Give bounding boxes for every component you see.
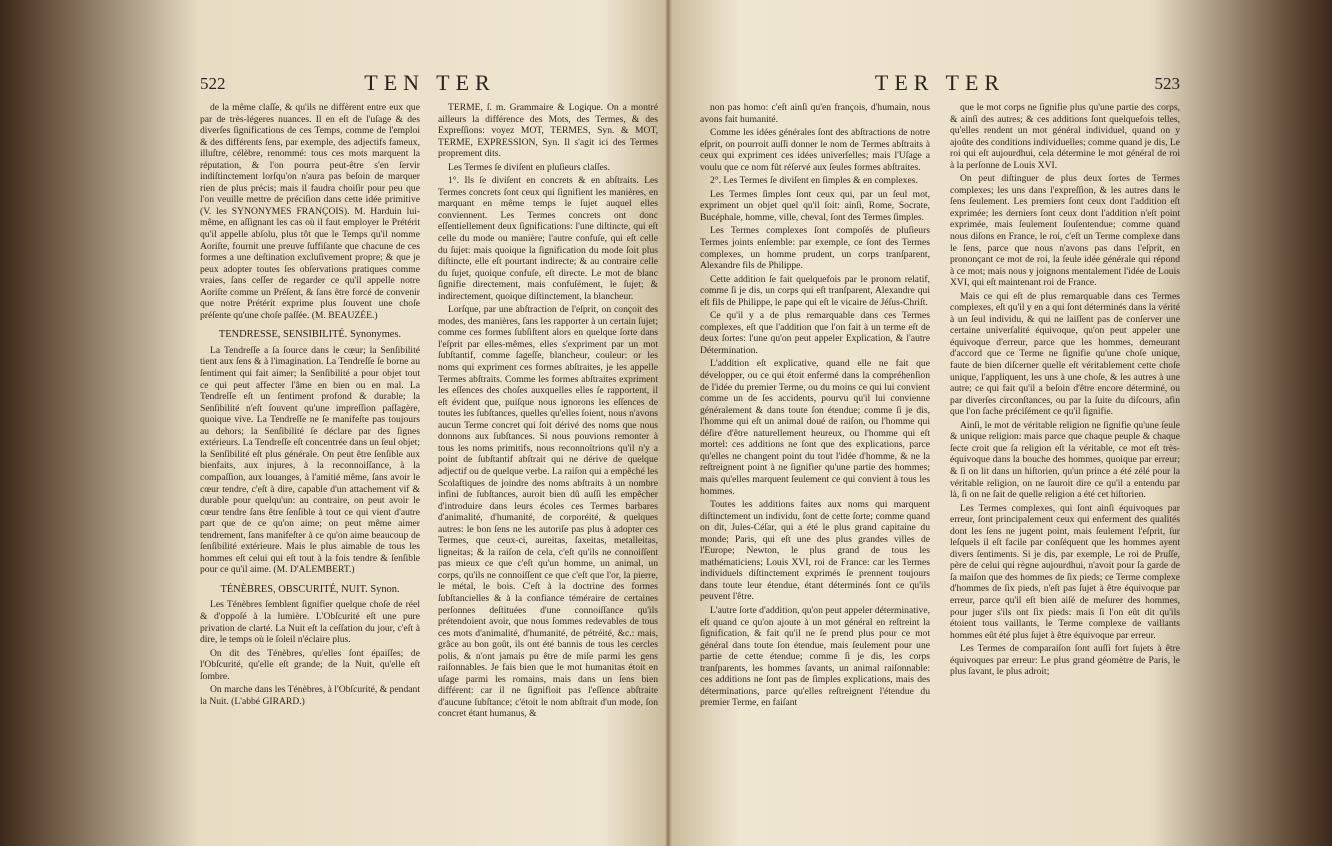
left-column-2 (438, 102, 658, 822)
paragraph: de la même claſſe, & qu'ils ne diffèrent entre eux que par de très-légeres nuances. Il en eſt de l'uſage & des diverſes ſignifications de ces Temps, comme de l'emploi & des différents ſens, par exemple, des adjectifs fameux, illuſtre, célèbre, renommé: tous ces mots marquent la réputation, & l'on pourra peut-être s'en ſervir indiſtinctement lorſqu'on n'aura pas beſoin de marquer rien de plus précis; mais il faudra choiſir pour peu que l'on veuille mettre de préciſion dans cette idée primitive (V. les SYNONYMES FRANÇOIS). M. Harduin lui-même, en aſſignant les cas où il faut employer le Prétérit qu'il appelle abſolu, plus tôt que le Temps qu'il nomme Aoriſte, fournit une preuve ſuffiſante que chacune de ces formes a une deſtination excluſivement propre; & que je peux adopter toutes ſes obſervations pratiques comme vraies, ſans ceſſer de regarder ce qu'il appelle notre Aoriſte comme un Préſent, & ſans être forcé de convenir que notre Prétérit exprime plus ſouvent une choſe préſente qu'une choſe paſſée. (M. BEAUZÉE.) (200, 102, 420, 321)
right-page-number: 523 (1154, 74, 1180, 93)
paragraph: On marche dans les Ténèbres, à l'Obſcurité, & pendant la Nuit. (L'abbé GIRARD.) (200, 684, 420, 707)
paragraph: On peut diſtinguer de plus deux ſortes de Termes complexes; les uns dans l'expreſſion, & les autres dans le ſens ſeulement. Les premiers ſont ceux dont l'addition eſt exprimée; les derniers ſont ceux dont l'addition n'eſt point exprimée, mais ſeulement ſouſentendue; comme quand nous diſons en France, le roi, c'eſt un Terme complexe dans le ſens, parce que nous n'avons pas dans l'eſprit, en prononçant ce mot de roi, la ſeule idée générale qui répond à ce mot; mais nous y joignons mentalement l'idée de Louis XVI, qui eſt maintenant roi de France. (950, 173, 1180, 289)
entry-heading: TÉNÈBRES, OBSCURITÉ, NUIT. Synon. (220, 583, 400, 595)
paragraph: La Tendreſſe a ſa ſource dans le cœur; la Senſibilité tient aux ſens & à l'imagination. La Tendreſſe ſe borne au ſentiment qui fait aimer; la Senſibilité a pour objet tout ce qui peut affecter l'âme en bien ou en mal. La Tendreſſe eſt un ſentiment profond & durable; la Senſibilité n'eſt ſouvent qu'une impreſſion paſſagère, quoique vive. La Tendreſſe ne ſe manifeſte pas toujours au dehors; la Senſibilité ſe déclare par des ſignes extérieurs. La Tendreſſe eſt concentrée dans un ſeul objet; la Senſibilité eſt plus générale. On peut être ſenſible aux bienfaits, aux injures, à la reconnoiſſance, à la compaſſion, aux louanges, à l'amitié même, ſans avoir le cœur tendre, c'eſt à dire, capable d'un attachement vif & durable pour quelqu'un: au contraire, on peut avoir le cœur tendre ſans être ſenſible à tout ce qui vient d'autre part que de ce qu'on aime; on peut même aimer tendrement, ſans manifeſter à ce qu'on aime beaucoup de ſenſibilité extérieure. Mais le plus aimable de tous les hommes eſt celui qui eſt tout à la fois tendre & ſenſible pour ce qu'il aime. (M. D'ALEMBERT.) (200, 344, 420, 576)
right-running-title: TER TER (874, 70, 1006, 95)
paragraph: Les Ténèbres ſemblent ſignifier quelque choſe de réel & d'oppoſé à la lumière. L'Obſcurité eſt une pure privation de clarté. La Nuit eſt la ceſſation du jour, c'eſt à dire, le temps où le ſoleil n'éclaire plus. (200, 599, 420, 646)
right-column-1 (700, 102, 930, 822)
entry-heading: TENDRESSE, SENSIBILITÉ. Synonymes. (218, 329, 402, 341)
paragraph: Lorſque, par une abſtraction de l'eſprit, on conçoit des modes, des manières, ſans les rapporter à un certain ſujet; comme ces formes ſubſiſtent alors en quelque ſorte dans l'eſprit par elles-mêmes, elles s'expriment par un mot ſubſtantif, comme ſageſſe, blancheur, couleur: or les noms qui expriment ces formes abſtraites, je les appelle Termes abſtraits. Comme les formes abſtraites expriment les eſſences des choſes auxquelles elles ſe rapportent, il eſt évident que, puiſque nous ignorons les eſſences de toutes les ſubſtances, quelles qu'elles ſoient, nous n'avons aucun Terme concret qui ſoit dérivé des noms que nous donnons aux ſubſtances. Si nous pouvions remonter à tous les noms primitifs, nous reconnoîtrions qu'il n'y a point de ſubſtantif abſtrait qui ne dérive de quelque adjectif ou de quelque verbe. La raiſon qui a empêché les Scolaſtiques de joindre des noms abſtraits à un nombre infini de ſubſtances, auroit bien dû auſſi les empêcher d'introduire dans leurs écoles ces Termes barbares d'animalité, d'humanité, de corporéité, & quelques autres: le bon ſens ne les autoriſe pas plus à adopter ces Termes, que ceux-ci, aureitas, ſaxeitas, metalleitas, ligneitas; & la raiſon de cela, c'eſt qu'ils ne connoiſſent pas mieux ce que c'eſt qu'un homme, un animal, un corps, qu'ils ne connoiſſent ce que c'eſt que l'or, la pierre, le métal, le bois. C'eſt à la doctrine des formes ſubſtancielles & à la confiance téméraire de certaines perſonnes deſtituées d'une connoiſſance qu'ils prétendoient avoir, que nous ſommes redevables de tous ces mots d'animalité, d'humanité, de pétréité, &c.: mais, grâce au bon goût, ils ont été bannis de tous les cercles polis, & n'ont jamais pu être de miſe parmi les gens raiſonnables. Je fais bien que le mot humanitas étoit en uſage parmi les romains, mais dans un ſens bien différent: car il ne ſignifioit pas l'eſſence abſtraite d'aucune ſubſtance; c'étoit le nom abſtrait d'un mode, ſon concret étant humanus, & (438, 304, 658, 720)
paragraph: Comme les idées générales ſont des abſtractions de notre eſprit, on pourroit auſſi donner le nom de Termes abſtraits à ceux qui expriment ces idées univerſelles; mais l'Uſage a voulu que ce nom fût réſervé aux ſeules formes abſtraites. (700, 127, 930, 173)
paragraph: Les Termes ſimples ſont ceux qui, par un ſeul mot, expriment un objet quel qu'il ſoit: ainſi, Rome, Socrate, Bucéphale, homme, ville, cheval, ſont des Termes ſimples. (700, 188, 930, 223)
paragraph: Mais ce qui eſt de plus remarquable dans ces Termes complexes, eſt qu'il y en a qui ſont déterminés dans la vérité à un ſeul individu, & qui ne laiſſent pas de conſerver une certaine univerſalité équivoque, qu'on peut appeler une équivoque d'erreur, parce que les hommes, demeurant d'accord que ce Terme ne ſignifie qu'une choſe unique, faute de bien diſcerner quelle eſt véritablement cette choſe unique, l'appliquent, les uns à une choſe, & les autres à une autre; ce qui fait qu'il a beſoin d'être encore déterminé, ou par diverſes circonſtances, ou par la ſuite du diſcours, afin que l'on ſache préciſément ce qu'il ſignifie. (950, 290, 1180, 418)
paragraph: Les Termes ſe diviſent en pluſieurs claſſes. (448, 161, 610, 173)
paragraph: L'addition eſt explicative, quand elle ne fait que développer, ou ce qui étoit enfermé dans la compréhenſion de l'idée du premier Terme, ou du moins ce qui lui convient comme un de ſes accidents, pourvu qu'il lui convienne généralement & dans toute ſon étendue; comme ſi je dis, l'homme qui eſt un animal doué de raiſon, ou l'homme qui déſire d'être naturellement heureux, ou l'homme qui eſt mortel: ces additions ne ſont que des explications, parce qu'elles ne changent point du tout l'idée d'homme, & ne la reſtreignent point à ne ſignifier qu'une partie des hommes; mais qu'elles marquent ſeulement ce qui convient à tous les hommes. (700, 358, 930, 497)
paragraph: Les Termes complexes, qui ſont ainſi équivoques par erreur, ſont principalement ceux qui enferment des qualités dont les ſens ne jugent point, mais ſeulement l'eſprit, ſur leſquels il eſt facile par conſéquent que les hommes ayent divers ſentiments. Si je dis, par exemple, Le roi de Pruſſe, père de celui qui règne aujourdhui, n'avoit pour ſa garde de ſa maiſon que des hommes de ſix pieds; ce Terme complexe d'hommes de ſix pieds, n'eſt pas ſujet à être équivoque par erreur, parce qu'il eſt bien aiſé de meſurer des hommes, pour juger s'ils ont ſix pieds: mais ſi l'on eût dit qu'ils étoient tous vaillants, le Terme complexe de vaillants hommes eût été plus ſujet à être équivoque par erreur. (950, 502, 1180, 641)
paragraph: que le mot corps ne ſignifie plus qu'une partie des corps, & ainſi des autres; & ces additions ſont quelquefois telles, qu'elles rendent un mot général individuel, quand on y ajoûte des conditions individuelles; comme quand je dis, Le roi qui eſt aujourdhui, cela détermine le mot général de roi à la perſonne de Louis XVI. (950, 102, 1180, 171)
paragraph: Ce qu'il y a de plus remarquable dans ces Termes complexes, eſt que l'addition que l'on fait à un terme eſt de deux ſortes: l'une qu'on peut appeler Explication, & l'autre Détermination. (700, 310, 930, 356)
right-running-head (700, 70, 1180, 98)
paragraph: Toutes les additions faites aux noms qui marquent diſtinctement un individu, ſont de cette ſorte; comme quand on dit, Jules-Céſar, qui a été le plus grand capitaine du monde; Paris, qui eſt une des plus grandes villes de l'Europe; Newton, le plus grand de tous les mathématiciens; Louis XVI, roi de France: car les Termes individuels diſtinctement exprimés ſe prennent toujours dans toute leur étendue, étant déterminés ſont ce qu'ils peuvent l'être. (700, 499, 930, 603)
paragraph: 1°. Ils ſe diviſent en concrets & en abſtraits. Les Termes concrets ſont ceux qui ſignifient les manières, en marquant en même temps le ſujet auquel elles conviennent. Les Termes concrets ont donc eſſentiellement deux ſignifications: l'une diſtincte, qui eſt celle du mode ou manière; l'autre confuſe, qui eſt celle du ſujet: mais quoique la ſignification du mode ſoit plus diſtincte, elle eſt pourtant indirecte; & au contraire celle du ſujet, quoique confuſe, eſt directe. Le mot de blanc ſignifie directement, mais confuſément, le ſujet; & indirectement, quoique diſtinctement, la blancheur. (438, 175, 658, 302)
entry-heading-paragraph: TERME, ſ. m. Grammaire & Logique. On a montré ailleurs la différence des Mots, des Termes, & des Expreſſions: voyez MOT, TERMES, Syn. & MOT, TERME, EXPRESSION, Syn. Il s'agit ici des Termes proprement dits. (438, 102, 658, 160)
paragraph: Ainſi, le mot de véritable religion ne ſignifie qu'une ſeule & unique religion: mais parce que chaque peuple & chaque ſecte croit que ſa religion eſt la véritable, ce mot eſt très-équivoque dans la bouche des hommes, quoique par erreur; & ſi on lit dans un hiſtorien, qu'un prince a été zélé pour la véritable religion, on ne ſauroit dire ce qu'il a entendu par là, ſi on ne ſait de quelle religion a été cet hiſtorien. (950, 419, 1180, 501)
left-running-head (200, 70, 660, 98)
right-column-2 (950, 102, 1180, 822)
left-running-title: TEN TER (364, 70, 496, 95)
left-page-number: 522 (200, 74, 226, 93)
left-column-1 (200, 102, 420, 822)
right-page (700, 70, 1180, 830)
paragraph: Cette addition ſe fait quelquefois par le pronom relatif, comme ſi je dis, un corps qui eſt tranſparent, Alexandre qui eſt fils de Philippe, le pape qui eſt le vicaire de Jéſus-Chriſt. (700, 273, 930, 308)
left-page (200, 70, 660, 830)
paragraph: non pas homo: c'eſt ainſi qu'en françois, d'humain, nous avons fait humanité. (700, 102, 930, 125)
paragraph: Les Termes de comparaiſon ſont auſſi fort ſujets à être équivoques par erreur: Le plus grand géomètre de Paris, le plus ſavant, le plus adroit; (950, 643, 1180, 678)
paragraph: 2°. Les Termes ſe diviſent en ſimples & en complexes. (710, 175, 918, 187)
paragraph: On dit des Ténèbres, qu'elles ſont épaiſſes; de l'Obſcurité, qu'elle eſt grande; de la Nuit, qu'elle eſt ſombre. (200, 647, 420, 682)
paragraph: L'autre ſorte d'addition, qu'on peut appeler déterminative, eſt quand ce qu'on ajoute à un mot général en reſtreint la ſignification, & fait qu'il ne ſe prend plus pour ce mot général dans toute ſon étendue, mais ſeulement pour une partie de cette étendue; comme ſi je dis, les corps tranſparents, les hommes ſavants, un animal raiſonnable: ces additions ne ſont pas de ſimples explications, mais des déterminations, parce qu'elles reſtreignent l'étendue du premier Terme, en faiſant (700, 604, 930, 709)
paragraph: Les Termes complexes ſont compoſés de pluſieurs Termes joints enſemble: par exemple, ce ſont des Termes complexes, un homme prudent, un corps tranſparent, Alexandre fils de Philippe. (700, 225, 930, 272)
